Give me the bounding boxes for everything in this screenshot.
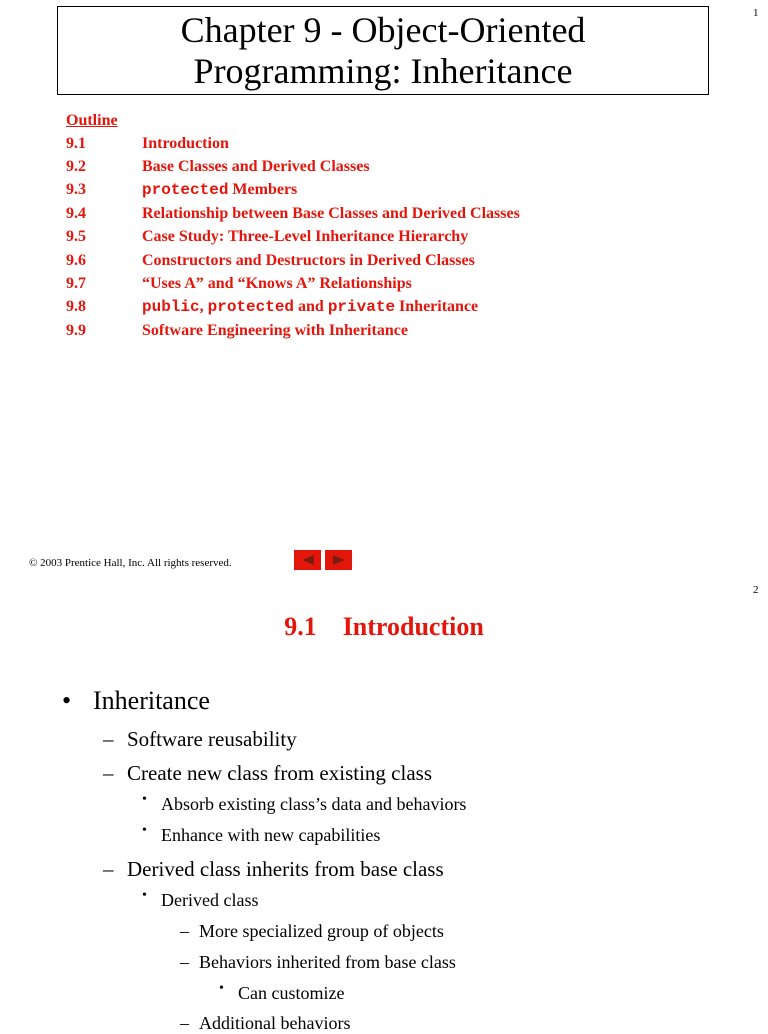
outline xyxy=(66,109,520,342)
bullet-dash-icon: – xyxy=(180,1013,189,1033)
chapter-title-line-1: Chapter 9 - Object-Oriented xyxy=(180,9,586,50)
outline-text: Members xyxy=(228,181,298,199)
outline-item[interactable] xyxy=(66,155,520,178)
outline-item-number: 9.3 xyxy=(66,181,86,199)
outline-item[interactable] xyxy=(66,272,520,295)
bullet-text: Create new class from existing class xyxy=(127,761,432,785)
bullet-text: More specialized group of objects xyxy=(199,921,444,941)
bullet-dot-icon: • xyxy=(142,888,147,903)
bullet-dash-icon: – xyxy=(103,727,114,751)
outline-item-number: 9.1 xyxy=(66,135,86,153)
outline-item-number: 9.9 xyxy=(66,321,86,339)
bullet-text: Absorb existing class’s data and behaviors xyxy=(161,794,467,814)
outline-item-number: 9.5 xyxy=(66,228,86,246)
bullet-text: Enhance with new capabilities xyxy=(161,825,381,845)
outline-item-label xyxy=(142,295,478,319)
outline-item-label xyxy=(142,225,468,248)
outline-heading[interactable]: Outline xyxy=(66,112,118,129)
outline-item-label xyxy=(142,132,229,155)
outline-item-number: 9.6 xyxy=(66,251,86,269)
chapter-title-box xyxy=(57,6,709,95)
outline-text: Constructors and Destructors in Derived Classes xyxy=(142,251,475,269)
bullet-text: Software reusability xyxy=(127,727,297,751)
outline-text: Inheritance xyxy=(395,297,479,315)
outline-item[interactable] xyxy=(66,295,520,319)
outline-item[interactable] xyxy=(66,249,520,272)
outline-item-label xyxy=(142,178,297,202)
outline-item[interactable] xyxy=(66,132,520,155)
bullet-dot-icon: • xyxy=(142,823,147,838)
next-slide-button[interactable] xyxy=(325,550,352,570)
outline-text: and xyxy=(294,297,328,315)
bullet-dot-icon: • xyxy=(142,792,147,807)
bullet-dash-icon: – xyxy=(180,952,189,972)
code-keyword: protected xyxy=(207,297,295,316)
bullet-dash-icon: – xyxy=(103,857,114,881)
page-number-2: 2 xyxy=(753,584,759,596)
outline-text: Relationship between Base Classes and Derived Classes xyxy=(142,205,520,223)
bullet-text: Can customize xyxy=(238,983,345,1003)
outline-item-label xyxy=(142,202,520,225)
bullet-text: Additional behaviors xyxy=(199,1013,351,1033)
outline-item-number: 9.8 xyxy=(66,297,86,315)
bullet-dash-icon: – xyxy=(103,761,114,785)
outline-text: , xyxy=(199,297,208,315)
bullet-text: Behaviors inherited from base class xyxy=(199,952,456,972)
outline-item-number: 9.4 xyxy=(66,205,86,223)
section-title: 9.1 Introduction xyxy=(284,612,484,641)
outline-item-label xyxy=(142,249,475,272)
bullet-text: Derived class inherits from base class xyxy=(127,857,444,881)
outline-list xyxy=(66,132,520,342)
code-keyword: private xyxy=(327,297,396,316)
code-keyword: public xyxy=(142,297,200,316)
outline-item-number: 9.7 xyxy=(66,274,86,292)
page-number: 1 xyxy=(753,7,759,19)
outline-text: “Uses A” and “Knows A” Relationships xyxy=(142,274,412,292)
bullet-dash-icon: – xyxy=(180,921,189,941)
outline-text: Software Engineering with Inheritance xyxy=(142,321,408,339)
outline-text: Introduction xyxy=(142,135,229,153)
bullet-dot-icon: • xyxy=(219,981,224,996)
triangle-right-icon xyxy=(332,555,346,565)
code-keyword: protected xyxy=(142,181,229,200)
outline-item-label xyxy=(142,155,370,178)
triangle-left-icon xyxy=(301,555,315,565)
previous-slide-button[interactable] xyxy=(294,550,321,570)
outline-item-label xyxy=(142,319,408,342)
outline-text: Base Classes and Derived Classes xyxy=(142,158,370,176)
bullet-text: Inheritance xyxy=(93,686,210,715)
outline-item[interactable] xyxy=(66,178,520,202)
outline-item-number: 9.2 xyxy=(66,158,86,176)
copyright-text: © 2003 Prentice Hall, Inc. All rights reserved. xyxy=(29,557,232,569)
bullet-dot-icon: • xyxy=(62,686,72,715)
bullet-text: Derived class xyxy=(161,890,259,910)
outline-item[interactable] xyxy=(66,202,520,225)
outline-item-label xyxy=(142,272,412,295)
outline-item[interactable] xyxy=(66,225,520,248)
chapter-title-line-2: Programming: Inheritance xyxy=(193,50,573,91)
outline-text: Case Study: Three-Level Inheritance Hierarchy xyxy=(142,228,469,246)
outline-item[interactable] xyxy=(66,319,520,342)
